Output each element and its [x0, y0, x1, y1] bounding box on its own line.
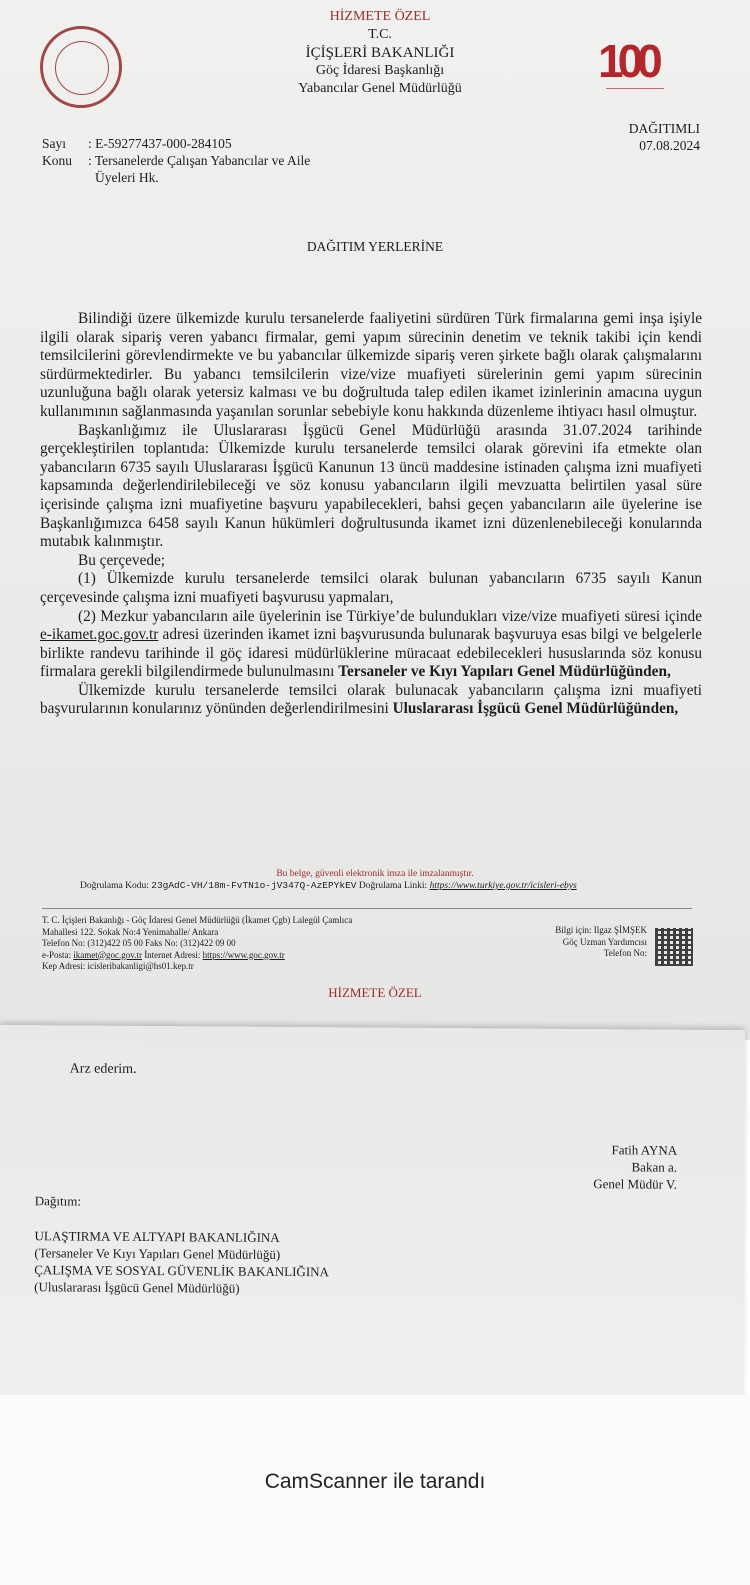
- country: T.C.: [368, 27, 392, 42]
- classification-bottom: HİZMETE ÖZEL: [328, 985, 422, 1000]
- footer-divider: [42, 908, 692, 909]
- distribution-item: (Tersaneler Ve Kıyı Yapıları Genel Müdürlüğü): [34, 1245, 281, 1262]
- directorate-name: Yabancılar Genel Müdürlüğü: [298, 81, 462, 96]
- letterhead: [250, 8, 510, 98]
- document-date: 07.08.2024: [639, 138, 700, 153]
- paragraph: Başkanlığımız ile Uluslararası İşgücü Genel Müdürlüğü arasında 31.07.2024 tarihinde gerçekleştirilen toplantıda: Ülkemizde kurulu tersanelerde temsilci olarak görevini ifa etmekte olan yabancıların 6735 sayılı Uluslararası İşgücü Kanunun 13 üncü maddesine istinaden çalışma izni muafiyeti kapsamında değerlendirilebileceği ve söz konusu yabancıların ilgili mevzuatta belirtilen yasal süre içerisinde çalışma izni muafiyetine başvuru yapabilecekleri, bahsi geçen yabancıların aile üyelerine ise Başkanlığımızca 6458 sayılı Kanun hükümleri doğrultusunda ikamet izni düzenlenebileceği konularında mutabık kalınmıştır.: [40, 421, 702, 551]
- qr-code: [655, 928, 693, 966]
- document-subject: : Tersanelerde Çalışan Yabancılar ve Aile: [88, 153, 311, 168]
- distribution-item: ÇALIŞMA VE SOSYAL GÜVENLİK BAKANLIĞINA: [34, 1262, 330, 1280]
- ministry-name: İÇİŞLERİ BAKANLIĞI: [305, 45, 455, 61]
- classification-top: HİZMETE ÖZEL: [329, 9, 431, 24]
- closing: Arz ederim.: [69, 1061, 137, 1077]
- website-link[interactable]: https://www.goc.gov.tr: [202, 949, 285, 960]
- document-body: [40, 310, 702, 719]
- distribution-mark: DAĞITIMLI: [628, 121, 700, 136]
- centennial-logo-subtitle: ━━━━━━━━━━━━━━━━━━━━━━━━: [606, 86, 664, 91]
- paragraph: Bu çerçevede;: [78, 551, 166, 569]
- ministry-seal-logo: [40, 26, 122, 108]
- verification-line: Doğrulama Kodu: 23gAdC-VH/18m-FvTN1o-jV347Q-AzEPYkEV Doğrulama Linki: https://www.turkiye.gov.tr/icisleri-ebys: [80, 880, 577, 891]
- e-ikamet-link[interactable]: e-ikamet.goc.gov.tr: [40, 626, 159, 644]
- centennial-logo: 100: [598, 35, 657, 87]
- signer-name: Fatih AYNA: [611, 1142, 678, 1158]
- addressee: DAĞITIM YERLERİNE: [306, 239, 444, 254]
- paragraph: Ülkemizde kurulu tersanelerde temsilci olarak bulunacak yabancıların çalışma izni muafiyeti başvurularının konularınız yönünden değerlendirilmesini Uluslararası İşgücü Genel Müdürlüğünden,: [40, 681, 702, 718]
- distribution-list: [34, 1227, 329, 1297]
- document-number: : E-59277437-000-284105: [88, 136, 232, 151]
- document-meta: Sayı : E-59277437-000-284105 Konu : Tersanelerde Çalışan Yabancılar ve Aile Üyeleri Hk.: [42, 136, 311, 185]
- esign-note: Bu belge, güvenli elektronik imza ile imzalanmıştır.: [276, 869, 474, 879]
- scanner-watermark: CamScanner ile tarandı: [264, 1470, 486, 1493]
- presidency-name: Göç İdaresi Başkanlığı: [315, 63, 445, 78]
- distribution-label: Dağıtım:: [34, 1193, 82, 1209]
- distribution-item: (Uluslararası İşgücü Genel Müdürlüğü): [34, 1279, 240, 1296]
- distribution-item: ULAŞTIRMA VE ALTYAPI BAKANLIĞINA: [34, 1228, 280, 1245]
- email-link[interactable]: ikamet@goc.gov.tr: [73, 949, 142, 960]
- verification-link[interactable]: https://www.turkiye.gov.tr/icisleri-ebys: [429, 881, 577, 891]
- scanner-watermark-bar: [0, 1395, 750, 1585]
- verification-code: 23gAdC-VH/18m-FvTN1o-jV347Q-AzEPYkEV: [151, 880, 357, 891]
- info-contact: Bilgi için: Ilgaz ŞİMŞEK Göç Uzman Yardımcısı Telefon No:: [555, 925, 647, 958]
- paragraph: (2) Mezkur yabancıların aile üyelerinin ise Türkiye’de bulundukları vize/vize muafiyeti süresi içinde e-ikamet.goc.gov.tr adresi üzerinden ikamet izni başvurusunda bulunarak başvuruya esas bilgi ve belgelerle birlikte randevu tarihinde il göç idaresi müdürlüklerine müracaat edebilecekleri hususlarında söz konusu firmalara gerekli bilgilendirmede bulunulmasını Tersaneler ve Kıyı Yapıları Genel Müdürlüğünden,: [40, 607, 702, 681]
- paragraph: (1) Ülkemizde kurulu tersanelerde temsilci olarak bulunan yabancıların 6735 sayılı Kanun çerçevesinde çalışma izni muafiyeti başvurusu yapmaları,: [40, 570, 702, 606]
- document-page-2: [0, 1025, 745, 1400]
- paragraph: Bilindiği üzere ülkemizde kurulu tersanelerde faaliyetini sürdüren Türk firmalarına gemi inşa işiyle ilgili olarak sipariş veren yabancı firmalar, gemi yapım sürecinin denetim ve teknik takibi için kendi temsilcilerini görevlendirmekte ve bu yabancılar ülkemizde sipariş veren şirkete bağlı olarak çalışmalarını sürdürmektedirler. Bu yabancı temsilcilerin vize/vize muafiyeti sürelerinin gemi yapım sürecinin uzunluğuna bağlı olarak yetersiz kalması ve bu doğrultuda talep edilen ikamet izinlerinin amacına uygun kullanımının sağlanmasında yaşanılan sorunlar sebebiyle konu hakkında düzenleme ihtiyacı hasıl olmuştur.: [40, 310, 702, 420]
- distribution-date: [620, 120, 700, 154]
- signature-block: Fatih AYNA Bakan a. Genel Müdür V.: [559, 1141, 677, 1193]
- contact-address: T. C. İçişleri Bakanlığı - Göç İdaresi Genel Müdürlüğü (İkamet Çgb) Lalegül Çamlıca Mahallesi 122. Sokak No:4 Yenimahalle/ Ankara Telefon No: (312)422 05 00 Faks No: (312)422 09 00 e-Posta: ikamet@goc.gov.tr İnternet Adresi: https://www.goc.gov.tr Kep Adresi: icisleribakanligi@hs01.kep.tr: [42, 915, 353, 971]
